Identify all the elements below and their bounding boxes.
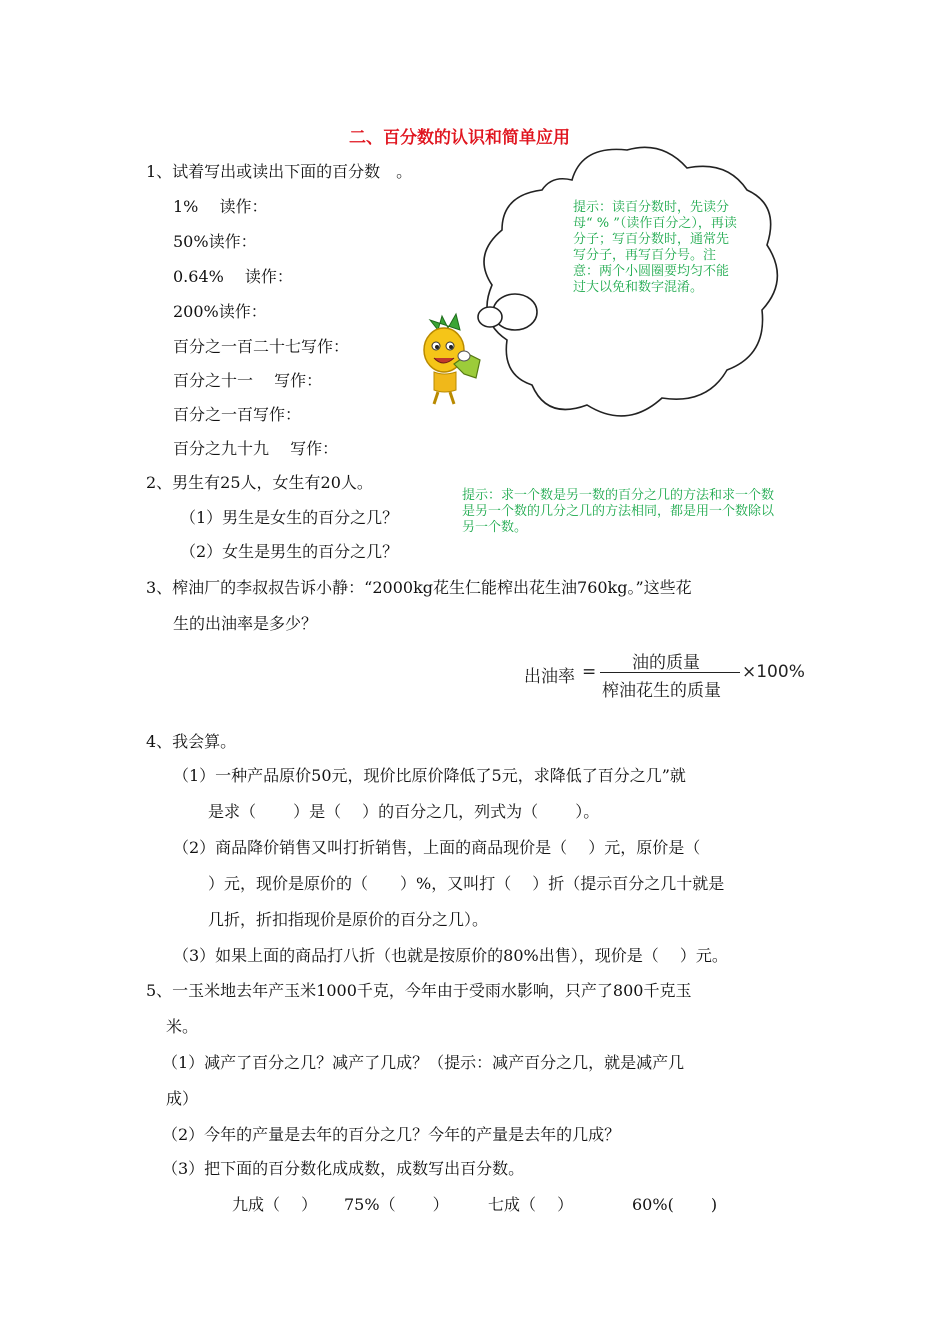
q1-item: 50%读作：: [173, 232, 257, 251]
q5-sub: （1）减产了百分之几？减产了几成？（提示：减产百分之几，就是减产几: [162, 1053, 685, 1072]
q5-line: 5、一玉米地去年产玉米1000千克，今年由于受雨水影响，只产了800千克玉: [146, 981, 692, 1000]
q4-line: ）元，现价是原价的（ ）%，又叫打（ ）折（提示百分之几十就是: [208, 874, 725, 893]
q2-heading: 2、男生有25人，女生有20人。: [146, 473, 373, 492]
q4-line: （3）如果上面的商品打八折（也就是按原价的80%出售），现价是（ ）元。: [173, 946, 728, 965]
cartoon-mascot: [416, 308, 488, 408]
q3-line: 3、榨油厂的李叔叔告诉小静：“2000kg花生仁能榨出花生油760kg。”这些花: [146, 578, 692, 597]
q3-line: 生的出油率是多少？: [173, 614, 318, 633]
formula-multiplier: ×100%: [742, 662, 805, 682]
q1-item: 百分之九十九 写作：: [173, 439, 339, 458]
q5-sub: （3）把下面的百分数化成成数，成数写出百分数。: [162, 1159, 525, 1178]
q4-line: 几折，折扣指现价是原价的百分之几）。: [208, 910, 489, 929]
tip-percent-method: 提示：求一个数是另一数的百分之几的方法和求一个数是另一个数的几分之几的方法相同，都是用一个数除以另一个数。: [462, 488, 775, 535]
q1-item: 百分之一百写作：: [173, 405, 302, 424]
q1-item: 0.64% 读作：: [173, 267, 293, 286]
conversion-item: 九成（ ）: [232, 1195, 318, 1214]
conversion-item: 60%( ): [632, 1195, 718, 1214]
q1-item: 1% 读作：: [173, 197, 268, 216]
q5-sub: （2）今年的产量是去年的百分之几？今年的产量是去年的几成？: [162, 1125, 621, 1144]
page-title: 二、百分数的认识和简单应用: [349, 128, 570, 148]
q1-item: 百分之十一 写作：: [173, 371, 323, 390]
q1-heading: 1、试着写出或读出下面的百分数 。: [146, 162, 413, 181]
q4-line: （1）一种产品原价50元，现价比原价降低了5元，求降低了百分之几”就: [173, 766, 686, 785]
q5-line: 米。: [166, 1017, 199, 1036]
tip-reading-percent: 提示：读百分数时，先读分母“ % ”（读作百分之），再读分子；写百分数时，通常先写分子，再写百分号。注意：两个小圆圈要均匀不能过大以免和数字混淆。: [573, 200, 737, 295]
fraction-bar: [600, 672, 740, 673]
q1-item: 百分之一百二十七写作：: [173, 337, 350, 356]
q2-item: （1）男生是女生的百分之几？: [180, 508, 399, 527]
q1-item: 200%读作：: [173, 302, 267, 321]
q4-line: （2）商品降价销售又叫打折销售，上面的商品现价是（ ）元，原价是（: [173, 838, 701, 857]
conversion-item: 75%（ ）: [344, 1195, 449, 1214]
conversion-item: 七成（ ）: [488, 1195, 574, 1214]
formula-equals: =: [582, 662, 597, 682]
q2-item: （2）女生是男生的百分之几？: [180, 542, 399, 561]
q5-sub: 成）: [166, 1089, 199, 1108]
formula-lhs: 出油率: [524, 667, 575, 687]
formula-numerator: 油的质量: [632, 653, 700, 673]
formula-denominator: 榨油花生的质量: [602, 681, 721, 701]
q4-line: 是求（ ）是（ ）的百分之几，列式为（ ）。: [208, 802, 600, 821]
q4-heading: 4、我会算。: [146, 732, 237, 751]
oil-yield-formula: [524, 648, 814, 700]
